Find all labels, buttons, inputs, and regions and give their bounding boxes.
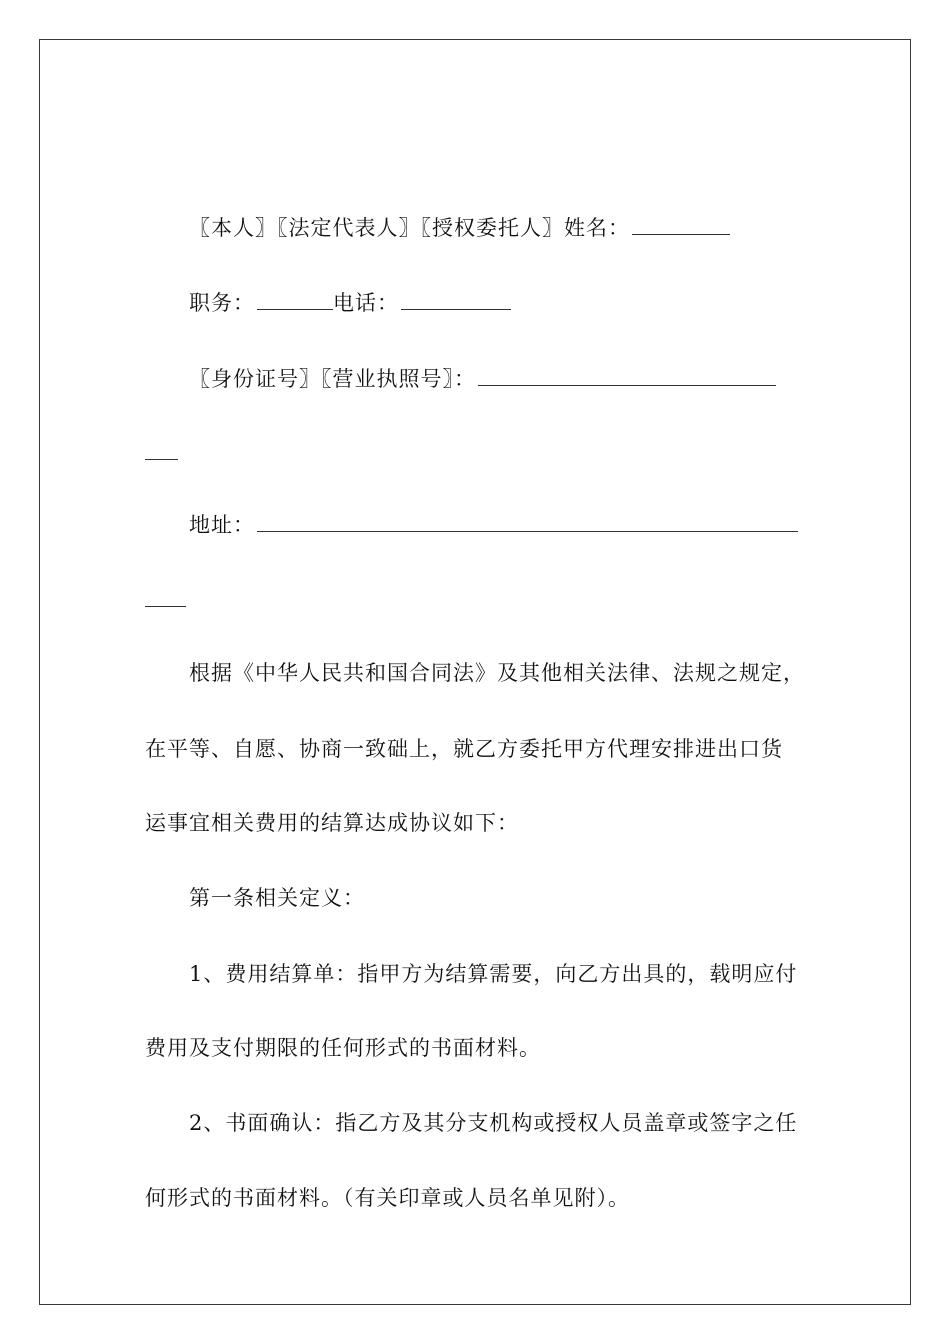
definition-2-line-1: 2、书面确认：指乙方及其分支机构或授权人员盖章或签字之任	[189, 1111, 798, 1135]
intro-line-3: 运事宜相关费用的结算达成协议如下：	[145, 811, 519, 835]
name-label: 〖本人〗〖法定代表人〗〖授权委托人〗姓名：	[189, 216, 630, 240]
id-blank	[478, 365, 776, 386]
id-line	[189, 364, 776, 394]
intro-line-1: 根据《中华人民共和国合同法》及其他相关法律、法规之规定，	[189, 661, 805, 685]
article-1-title: 第一条相关定义：	[189, 886, 365, 910]
address-line	[189, 510, 798, 540]
address-label: 地址：	[189, 513, 255, 537]
definition-2-line-2: 何形式的书面材料。（有关印章或人员名单见附）。	[145, 1186, 630, 1210]
phone-label: 电话：	[333, 291, 399, 315]
name-line	[189, 213, 730, 243]
position-label: 职务：	[189, 291, 255, 315]
id-blank-continuation	[145, 459, 178, 460]
address-blank	[257, 511, 798, 532]
address-blank-continuation	[145, 606, 186, 607]
id-label: 〖身份证号〗〖营业执照号〗：	[189, 367, 476, 391]
phone-blank	[401, 289, 511, 310]
definition-1-line-1: 1、费用结算单：指甲方为结算需要，向乙方出具的，载明应付	[189, 962, 798, 986]
position-blank	[257, 289, 333, 310]
definition-1-line-2: 费用及支付期限的任何形式的书面材料。	[145, 1036, 541, 1060]
intro-line-2: 在平等、自愿、协商一致础上，就乙方委托甲方代理安排进出口货	[145, 737, 783, 761]
position-phone-line	[189, 288, 511, 318]
name-blank	[632, 214, 730, 235]
